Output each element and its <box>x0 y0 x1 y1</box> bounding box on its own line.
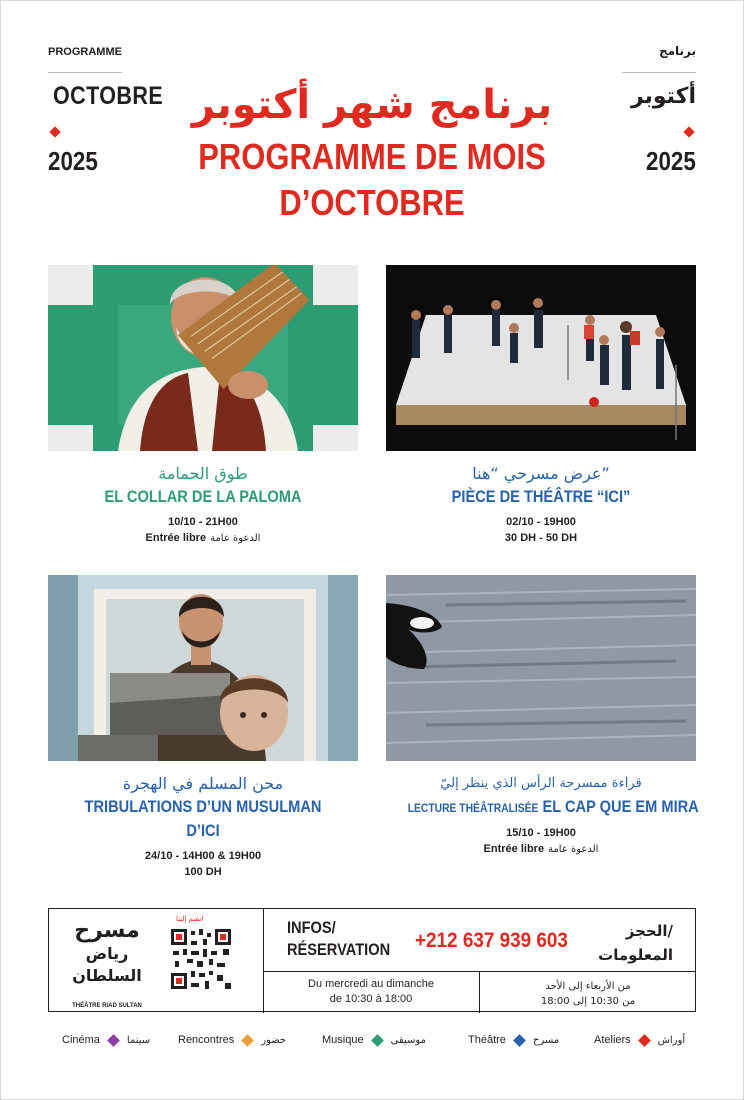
event-title-fr: EL COLLAR DE LA PALOMA <box>104 487 302 506</box>
info-box <box>48 908 696 1012</box>
legend-item-musique: Musique موسيقى <box>322 1034 426 1046</box>
page-title-ar: برنامج شهر أكتوبر <box>191 82 553 128</box>
red-diamond-icon <box>638 1034 651 1047</box>
year-label-left: 2025 <box>48 146 98 176</box>
event-datetime: 02/10 - 19H00 <box>506 516 576 528</box>
blue-diamond-icon <box>513 1034 526 1047</box>
opening-hours-fr: Du mercredi au dimanche de 10:30 à 18:00 <box>308 978 434 1005</box>
programme-label-ar: برنامج <box>658 44 696 58</box>
legend-item-rencontres: Rencontres حضور <box>178 1034 287 1046</box>
month-label-fr: OCTOBRE <box>52 82 164 110</box>
event-image-cap <box>386 575 696 761</box>
event-image-ici <box>386 265 696 451</box>
event-title-fr: PIÈCE DE THÉÂTRE “ICI” <box>451 487 631 506</box>
phone-number[interactable]: +212 637 939 603 <box>415 929 568 952</box>
event-card-tribulations <box>48 773 358 880</box>
event-price: Entrée libre الدعوة عامة <box>483 843 599 855</box>
event-card-ici <box>386 463 696 546</box>
event-image-collar <box>48 265 358 451</box>
event-card-cap <box>386 773 699 858</box>
page-title-fr: PROGRAMME DE MOIS D’OCTOBRE <box>198 136 546 223</box>
divider <box>622 72 696 73</box>
event-datetime: 24/10 - 14H00 & 19H00 <box>144 850 262 862</box>
event-card-collar <box>48 463 358 547</box>
join-label: انضم إلينا <box>176 915 204 923</box>
event-datetime: 10/10 - 21H00 <box>168 516 238 528</box>
programme-label: PROGRAMME <box>48 46 122 58</box>
info-label-ar: الحجز/ المعلومات <box>598 922 673 964</box>
green-diamond-icon <box>371 1034 384 1047</box>
event-price: 100 DH <box>184 866 222 878</box>
info-label-fr: INFOS/ RÉSERVATION <box>287 918 391 959</box>
opening-hours-ar: من الأربعاء إلى الأحد من 10:30 إلى 18:00 <box>540 981 636 1007</box>
purple-diamond-icon <box>107 1034 120 1047</box>
event-title-fr: TRIBULATIONS D’UN MUSULMAN D’ICI <box>84 797 322 840</box>
event-title-fr: LECTURE THÉÂTRALISÉE EL CAP QUE EM MIRA <box>407 797 699 816</box>
divider <box>48 72 122 73</box>
year-label-right: 2025 <box>646 146 696 176</box>
event-title-ar: طوق الحمامة <box>158 464 248 483</box>
event-title-ar: قراءة ممسرحة الرأس الذي ينظر إليّ <box>440 776 642 791</box>
event-price: Entrée libre الدعوة عامة <box>145 532 261 544</box>
legend-item-ateliers: Ateliers أوراش <box>594 1034 686 1046</box>
month-label-ar: أكتوبر <box>630 84 696 109</box>
theatre-logo: مسرح رياض السلطان THÉÂTRE RIAD SULTAN <box>72 918 142 1009</box>
qr-code-icon[interactable] <box>169 927 233 991</box>
legend-item-cinema: Cinéma سينما <box>62 1034 151 1046</box>
event-title-ar: عرض مسرحي “هنا” <box>472 464 610 483</box>
orange-diamond-icon <box>241 1034 254 1047</box>
category-legend <box>48 1034 696 1052</box>
event-price: 30 DH - 50 DH <box>504 532 578 544</box>
event-title-ar: محن المسلم في الهجرة <box>122 774 284 793</box>
legend-item-theatre: Théâtre مسرح <box>468 1034 560 1046</box>
event-datetime: 15/10 - 19H00 <box>506 827 576 839</box>
event-image-tribulations <box>48 575 358 761</box>
